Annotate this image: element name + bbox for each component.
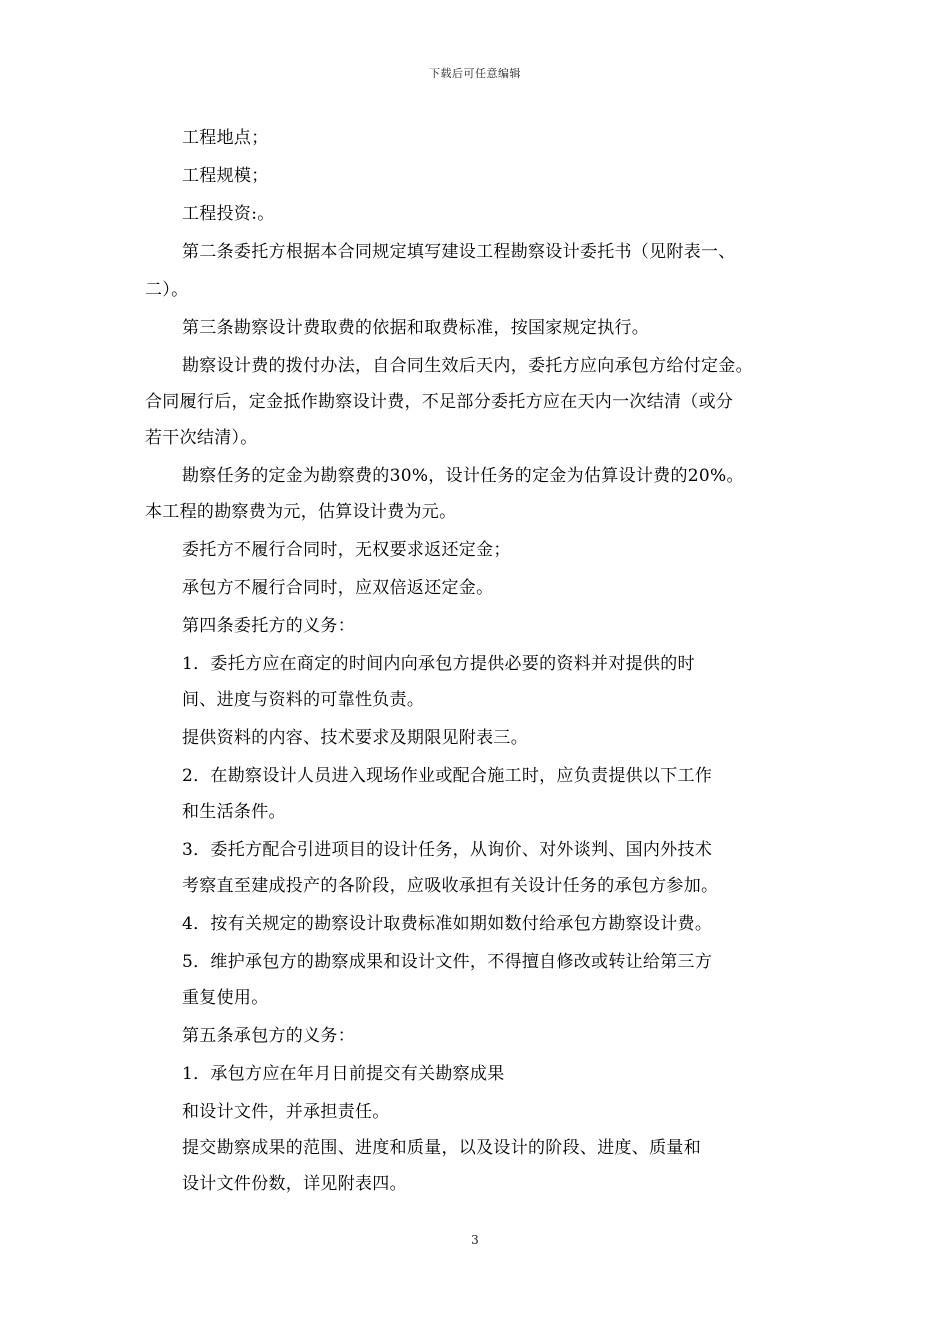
text-line: 3．委托方配合引进项目的设计任务，从询价、对外谈判、国内外技术 (182, 840, 713, 860)
text-line: 若干次结清）。 (145, 428, 258, 448)
text-line: 二）。 (145, 280, 189, 300)
text-line: 重复使用。 (182, 988, 269, 1008)
text-line: 1．承包方应在年月日前提交有关勘察成果 (182, 1064, 505, 1084)
text-line: 第三条勘察设计费取费的依据和取费标准，按国家规定执行。 (182, 318, 650, 338)
text-line: 2．在勘察设计人员进入现场作业或配合施工时，应负责提供以下工作 (182, 766, 713, 786)
text-line: 合同履行后，定金抵作勘察设计费，不足部分委托方应在天内一次结清（或分 (145, 392, 734, 412)
text-line: 承包方不履行合同时，应双倍返还定金。 (182, 578, 494, 598)
text-line: 第四条委托方的义务： (182, 616, 355, 636)
text-line: 和设计文件，并承担责任。 (182, 1102, 390, 1122)
text-line: 本工程的勘察费为元，估算设计费为元。 (145, 502, 457, 522)
text-line: 勘察任务的定金为勘察费的30%，设计任务的定金为估算设计费的20%。 (182, 466, 744, 486)
text-line: 提交勘察成果的范围、进度和质量，以及设计的阶段、进度、质量和 (182, 1138, 701, 1158)
text-line: 委托方不履行合同时，无权要求返还定金； (182, 540, 511, 560)
text-line: 设计文件份数，详见附表四。 (182, 1174, 407, 1194)
text-line: 工程规模； (182, 166, 269, 186)
text-line: 5．维护承包方的勘察成果和设计文件，不得擅自修改或转让给第三方 (182, 952, 713, 972)
text-line: 第二条委托方根据本合同规定填写建设工程勘察设计委托书（见附表一、 (182, 242, 736, 262)
text-line: 间、进度与资料的可靠性负责。 (182, 690, 425, 710)
text-line: 1．委托方应在商定的时间内向承包方提供必要的资料并对提供的时 (182, 654, 695, 674)
text-line: 工程投资:。 (182, 204, 275, 224)
text-line: 勘察设计费的拨付办法，自合同生效后天内，委托方应向承包方给付定金。 (182, 356, 753, 376)
document-body (0, 120, 950, 1220)
text-line: 提供资料的内容、技术要求及期限见附表三。 (182, 728, 528, 748)
page-number: 3 (471, 1233, 479, 1247)
text-line: 第五条承包方的义务： (182, 1026, 355, 1046)
page-header: 下载后可任意编辑 (429, 67, 521, 80)
text-line: 考察直至建成投产的各阶段，应吸收承担有关设计任务的承包方参加。 (182, 876, 719, 896)
text-line: 和生活条件。 (182, 802, 286, 822)
text-line: 工程地点； (182, 128, 269, 148)
text-line: 4．按有关规定的勘察设计取费标准如期如数付给承包方勘察设计费。 (182, 914, 713, 934)
